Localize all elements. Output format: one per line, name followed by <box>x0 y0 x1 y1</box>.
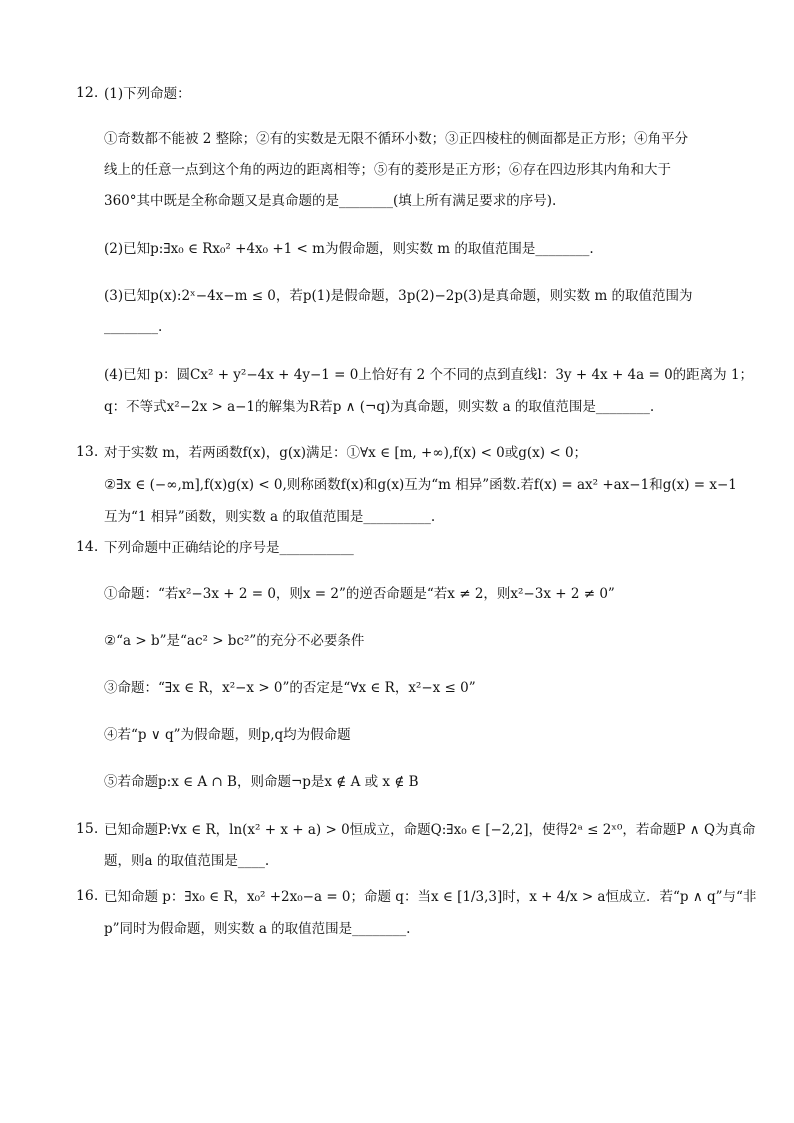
question-number: 14. <box>76 539 99 555</box>
question-line: ①奇数都不能被 2 整除；②有的实数是无限不循环小数；③正四棱柱的侧面都是正方形；④角平分 <box>104 131 689 147</box>
question-line: (1)下列命题： <box>104 86 191 102</box>
question-line: p”同时为假命题，则实数 a 的取值范围是________. <box>104 921 411 937</box>
question-line: ②∃x ∈ (−∞,m],f(x)g(x) < 0,则称函数f(x)和g(x)互为“m 相异”函数.若f(x) = ax² +ax−1和g(x) = x−1 <box>104 477 737 493</box>
question-line: (3)已知p(x):2ˣ−4x−m ≤ 0，若p(1)是假命题，3p(2)−2p(3)是真命题，则实数 m 的取值范围为 <box>104 288 693 304</box>
question-line: ②“a > b”是“ac² > bc²”的充分不必要条件 <box>104 633 365 649</box>
question-line: 对于实数 m，若两函数f(x)，g(x)满足：①∀x ∈ [m, +∞),f(x) < 0或g(x) < 0； <box>104 445 588 461</box>
question-line: 已知命题 p：∃x₀ ∈ R，x₀² +2x₀−a = 0；命题 q：当x ∈ [1/3,3]时，x + 4/x > a恒成立．若“p ∧ q”与“非 <box>104 889 757 905</box>
question-line: ⑤若命题p:x ∈ A ∩ B，则命题¬p是x ∉ A 或 x ∉ B <box>104 774 419 790</box>
question-line: 下列命题中正确结论的序号是___________ <box>104 540 354 556</box>
question-line: ________. <box>104 319 163 335</box>
question-number: 15. <box>76 821 99 837</box>
question-line: 互为“1 相异”函数，则实数 a 的取值范围是__________. <box>104 509 436 525</box>
question-number: 13. <box>76 444 99 460</box>
question-line: 线上的任意一点到这个角的两边的距离相等；⑤有的菱形是正方形；⑥存在四边形其内角和大于 <box>104 162 671 178</box>
question-line: ③命题：“∃x ∈ R，x²−x > 0”的否定是“∀x ∈ R，x²−x ≤ 0” <box>104 680 476 696</box>
question-line: 题，则a 的取值范围是____. <box>104 853 270 869</box>
question-line: 360°其中既是全称命题又是真命题的是________(填上所有满足要求的序号). <box>104 193 557 209</box>
question-line: (4)已知 p：圆Cx² + y²−4x + 4y−1 = 0上恰好有 2 个不同的点到直线l：3y + 4x + 4a = 0的距离为 1； <box>104 367 754 383</box>
question-line: ①命题：“若x²−3x + 2 = 0，则x = 2”的逆否命题是“若x ≠ 2，则x²−3x + 2 ≠ 0” <box>104 586 615 602</box>
question-number: 16. <box>76 888 99 904</box>
question-line: (2)已知p:∃x₀ ∈ Rx₀² +4x₀ +1 < m为假命题，则实数 m 的取值范围是________. <box>104 241 594 257</box>
question-line: ④若“p ∨ q”为假命题，则p,q均为假命题 <box>104 727 351 743</box>
question-line: 已知命题P:∀x ∈ R，ln(x² + x + a) > 0恒成立，命题Q:∃x₀ ∈ [−2,2]，使得2ᵃ ≤ 2ˣ⁰，若命题P ∧ Q为真命 <box>104 822 756 838</box>
question-number: 12. <box>76 85 99 101</box>
question-line: q：不等式x²−2x > a−1的解集为R若p ∧ (¬q)为真命题，则实数 a 的取值范围是________. <box>104 399 655 415</box>
